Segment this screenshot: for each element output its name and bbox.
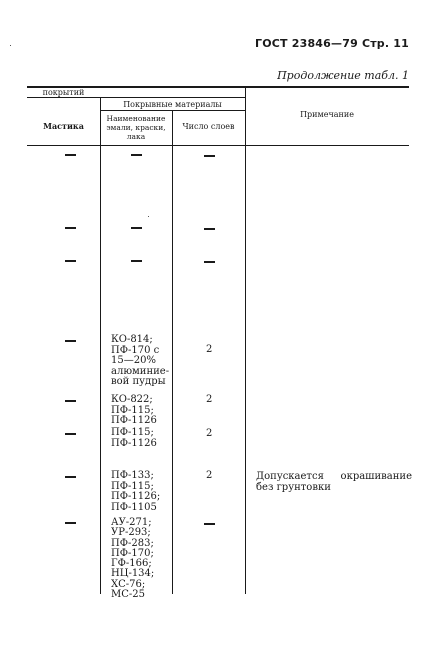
name-line: ПФ-115; [111, 427, 154, 438]
name-line: ПФ-283; [111, 537, 154, 549]
name-line: 15—20% [111, 355, 156, 366]
row3-name [131, 260, 142, 262]
row7-layers: 2 [206, 470, 213, 481]
row2-name [131, 227, 142, 229]
header-note: Примечание [300, 110, 354, 119]
speck [10, 45, 11, 46]
header-bottom-border [27, 145, 409, 146]
name-line: ПФ-133; [111, 470, 154, 481]
name-line: алюминие- [111, 365, 170, 377]
row1-name [131, 154, 142, 156]
header-layers: Число слоев [182, 122, 235, 131]
row8-name [111, 518, 154, 600]
name-line: ПФ-170 с [111, 344, 160, 356]
row7-name [111, 471, 160, 513]
header-name: Наименование эмали, краски, лака [106, 114, 166, 141]
speck [148, 216, 149, 217]
row5-layers: 2 [206, 394, 213, 405]
col-divider-1 [100, 97, 101, 594]
name-line: КО-822; [111, 394, 153, 405]
row7-note: Допускается окрашивание без грунтовки [256, 471, 412, 493]
name-line: КО-814; [111, 334, 153, 345]
name-line: ХС-76; [111, 578, 146, 590]
name-line: УР-293; [111, 527, 151, 539]
row1-mastika [65, 154, 76, 156]
row3-mastika [65, 260, 76, 262]
row5-name [111, 395, 157, 427]
row4-mastika [65, 340, 76, 342]
name-line: АУ-271; [111, 517, 152, 528]
col-divider-2 [172, 110, 173, 594]
header-pokryvnye: Покрывные материалы [123, 100, 222, 109]
row1-layers [204, 155, 215, 157]
row4-layers: 2 [206, 344, 213, 355]
name-line: ПФ-1126 [111, 415, 157, 426]
row6-layers: 2 [206, 428, 213, 439]
row8-mastika [65, 522, 76, 524]
name-line: ПФ-1126; [111, 491, 161, 502]
row8-layers [204, 523, 215, 525]
row5-mastika [65, 400, 76, 402]
col-divider-3 [245, 86, 246, 594]
row6-mastika [65, 433, 76, 435]
row2-layers [204, 228, 215, 230]
row2-mastika [65, 227, 76, 229]
name-line: ПФ-1126 [111, 437, 157, 449]
name-line: ПФ-115; [111, 404, 154, 416]
name-line: ПФ-115; [111, 480, 154, 492]
name-line: ГФ-166; [111, 558, 152, 570]
name-line: ПФ-1105 [111, 501, 157, 513]
header-divider-1 [27, 97, 245, 98]
page-standard-header: ГОСТ 23846—79 Стр. 11 [254, 37, 409, 50]
header-pokrytiy: покрытий [42, 88, 85, 97]
name-line: вой пудры [111, 376, 166, 387]
table-continuation-label: Продолжение табл. 1 [277, 69, 409, 82]
name-line: НЦ-134; [111, 568, 155, 580]
row3-layers [204, 261, 215, 263]
row4-name [111, 335, 169, 388]
row6-name [111, 428, 157, 449]
name-line: МС-25 [111, 589, 145, 601]
name-line: ПФ-170; [111, 547, 154, 559]
row7-mastika [65, 476, 76, 478]
header-mastika: Мастика [43, 121, 84, 131]
